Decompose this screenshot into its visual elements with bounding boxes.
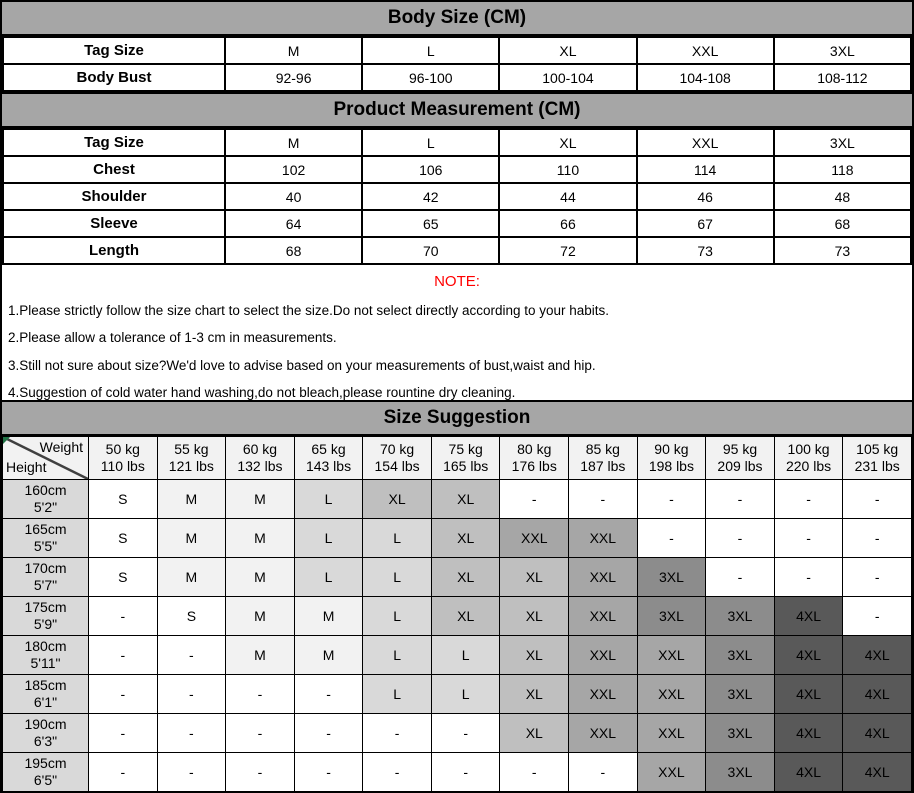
weight-header-cell bbox=[637, 437, 706, 480]
product-measurement-row bbox=[3, 210, 911, 237]
height-label-cell bbox=[3, 519, 89, 558]
weight-header-cell bbox=[843, 437, 912, 480]
size-cell: - bbox=[89, 753, 158, 792]
weight-lbs-label: 132 lbs bbox=[237, 458, 283, 474]
size-cell: M bbox=[226, 480, 295, 519]
product-measurement-value-cell: 44 bbox=[499, 183, 636, 210]
size-cell: XL bbox=[500, 675, 569, 714]
body-size-value-cell: L bbox=[362, 37, 499, 64]
size-cell: - bbox=[226, 675, 295, 714]
product-measurement-value-cell: 106 bbox=[362, 156, 499, 183]
weight-kg-label: 95 kg bbox=[722, 441, 758, 457]
size-cell: - bbox=[500, 753, 569, 792]
size-cell: XL bbox=[500, 597, 569, 636]
size-cell: - bbox=[157, 636, 226, 675]
weight-kg-label: 80 kg bbox=[517, 441, 552, 457]
size-cell: - bbox=[89, 597, 158, 636]
note-title: NOTE: bbox=[434, 273, 480, 290]
weight-kg-label: 65 kg bbox=[311, 441, 346, 457]
size-cell: L bbox=[431, 675, 500, 714]
weight-lbs-label: 187 lbs bbox=[580, 458, 626, 474]
size-cell: - bbox=[294, 714, 363, 753]
size-cell: XL bbox=[431, 597, 500, 636]
size-cell: S bbox=[89, 480, 158, 519]
size-cell: XL bbox=[431, 480, 500, 519]
height-ft-label: 5'5" bbox=[33, 538, 58, 554]
height-cm-label: 165cm bbox=[24, 521, 67, 537]
product-measurement-value-cell: 73 bbox=[774, 237, 911, 264]
size-cell: - bbox=[706, 558, 775, 597]
height-label-cell bbox=[3, 675, 89, 714]
size-cell: - bbox=[294, 675, 363, 714]
product-measurement-row-label: Length bbox=[3, 237, 225, 264]
weight-kg-label: 85 kg bbox=[585, 441, 620, 457]
size-suggestion-table bbox=[2, 436, 912, 792]
weight-kg-label: 60 kg bbox=[242, 441, 278, 457]
product-measurement-value-cell: 42 bbox=[362, 183, 499, 210]
size-cell: - bbox=[569, 753, 638, 792]
weight-header-cell bbox=[363, 437, 432, 480]
size-cell: - bbox=[774, 480, 843, 519]
body-size-table bbox=[2, 36, 912, 92]
weight-header-row bbox=[3, 437, 912, 480]
weight-kg-label: 90 kg bbox=[654, 441, 689, 457]
product-measurement-value-cell: 46 bbox=[637, 183, 774, 210]
note-line: 2.Please allow a tolerance of 1-3 cm in measurements. bbox=[8, 330, 337, 345]
height-label-cell bbox=[3, 597, 89, 636]
weight-lbs-label: 231 lbs bbox=[854, 458, 900, 474]
product-measurement-value-cell: M bbox=[225, 129, 362, 156]
size-cell: L bbox=[363, 558, 432, 597]
size-cell: - bbox=[569, 480, 638, 519]
weight-kg-label: 70 kg bbox=[379, 441, 415, 457]
body-size-row bbox=[3, 64, 911, 91]
height-label-cell bbox=[3, 480, 89, 519]
size-cell: XXL bbox=[569, 597, 638, 636]
weight-lbs-label: 165 lbs bbox=[443, 458, 489, 474]
weight-kg-label: 50 kg bbox=[105, 441, 140, 457]
size-cell: 4XL bbox=[774, 675, 843, 714]
height-label-cell bbox=[3, 753, 89, 792]
size-cell: M bbox=[294, 636, 363, 675]
height-label-cell bbox=[3, 714, 89, 753]
size-cell: L bbox=[294, 558, 363, 597]
size-cell: - bbox=[157, 753, 226, 792]
size-cell: - bbox=[89, 675, 158, 714]
product-measurement-row bbox=[3, 156, 911, 183]
size-cell: L bbox=[363, 597, 432, 636]
size-cell: M bbox=[294, 597, 363, 636]
body-size-value-cell: 92-96 bbox=[225, 64, 362, 91]
size-cell: - bbox=[500, 480, 569, 519]
product-measurement-value-cell: L bbox=[362, 129, 499, 156]
size-cell: M bbox=[157, 519, 226, 558]
size-cell: 3XL bbox=[706, 753, 775, 792]
size-cell: - bbox=[843, 558, 912, 597]
size-cell: - bbox=[431, 714, 500, 753]
size-cell: - bbox=[294, 753, 363, 792]
height-cm-label: 190cm bbox=[24, 716, 67, 732]
weight-lbs-label: 220 lbs bbox=[785, 458, 832, 474]
height-cm-label: 180cm bbox=[24, 638, 67, 654]
body-size-value-cell: M bbox=[225, 37, 362, 64]
size-cell: 3XL bbox=[706, 636, 775, 675]
height-cm-label: 170cm bbox=[24, 560, 67, 576]
size-cell: M bbox=[226, 597, 295, 636]
height-ft-label: 6'3" bbox=[33, 733, 58, 749]
size-cell: XL bbox=[500, 558, 569, 597]
size-cell: 4XL bbox=[774, 636, 843, 675]
weight-kg-label: 75 kg bbox=[448, 441, 483, 457]
size-suggestion-row bbox=[3, 636, 912, 675]
size-cell: XL bbox=[500, 636, 569, 675]
body-size-title: Body Size (CM) bbox=[2, 2, 912, 36]
note-line: 1.Please strictly follow the size chart to select the size.Do not select directly according to your habits. bbox=[8, 302, 610, 318]
size-suggestion-row bbox=[3, 675, 912, 714]
height-ft-label: 6'5" bbox=[33, 772, 58, 788]
size-cell: 3XL bbox=[706, 597, 775, 636]
body-size-row bbox=[3, 37, 911, 64]
size-cell: L bbox=[363, 519, 432, 558]
size-cell: M bbox=[157, 558, 226, 597]
size-cell: M bbox=[226, 636, 295, 675]
size-suggestion-row bbox=[3, 558, 912, 597]
body-size-value-cell: 104-108 bbox=[637, 64, 774, 91]
size-suggestion-row bbox=[3, 519, 912, 558]
product-measurement-value-cell: 67 bbox=[637, 210, 774, 237]
product-measurement-value-cell: 3XL bbox=[774, 129, 911, 156]
product-measurement-row-label: Shoulder bbox=[3, 183, 225, 210]
product-measurement-row bbox=[3, 237, 911, 264]
weight-kg-label: 55 kg bbox=[174, 441, 209, 457]
weight-lbs-label: 176 lbs bbox=[511, 458, 557, 474]
product-measurement-value-cell: 118 bbox=[774, 156, 911, 183]
size-cell: XXL bbox=[637, 675, 706, 714]
size-cell: - bbox=[157, 714, 226, 753]
size-cell: S bbox=[89, 558, 158, 597]
size-cell: M bbox=[226, 519, 295, 558]
size-cell: - bbox=[363, 753, 432, 792]
body-size-value-cell: XXL bbox=[637, 37, 774, 64]
size-cell: - bbox=[843, 519, 912, 558]
size-cell: - bbox=[89, 636, 158, 675]
weight-lbs-label: 154 lbs bbox=[374, 458, 420, 474]
size-cell: L bbox=[294, 519, 363, 558]
weight-header-cell bbox=[89, 437, 158, 480]
size-cell: 4XL bbox=[843, 675, 912, 714]
size-suggestion-row bbox=[3, 753, 912, 792]
weight-height-corner-cell bbox=[3, 437, 89, 480]
corner-height-label: Height bbox=[6, 459, 47, 475]
size-cell: - bbox=[774, 519, 843, 558]
product-measurement-row-label: Tag Size bbox=[3, 129, 225, 156]
size-cell: 4XL bbox=[774, 597, 843, 636]
height-label-cell bbox=[3, 636, 89, 675]
product-measurement-value-cell: 73 bbox=[637, 237, 774, 264]
size-cell: S bbox=[89, 519, 158, 558]
body-size-value-cell: XL bbox=[499, 37, 636, 64]
note-block bbox=[2, 265, 912, 400]
note-line: 4.Suggestion of cold water hand washing,do not bleach,please rountine dry cleaning. bbox=[8, 385, 516, 400]
size-suggestion-row bbox=[3, 597, 912, 636]
height-label-cell bbox=[3, 558, 89, 597]
body-size-value-cell: 108-112 bbox=[774, 64, 911, 91]
body-size-value-cell: 100-104 bbox=[499, 64, 636, 91]
height-ft-label: 5'7" bbox=[33, 577, 58, 593]
weight-header-cell bbox=[226, 437, 295, 480]
weight-header-cell bbox=[157, 437, 226, 480]
weight-kg-label: 105 kg bbox=[856, 441, 899, 457]
size-suggestion-row bbox=[3, 714, 912, 753]
size-cell: 3XL bbox=[637, 597, 706, 636]
weight-lbs-label: 209 lbs bbox=[717, 458, 763, 474]
product-measurement-row-label: Sleeve bbox=[3, 210, 225, 237]
weight-header-cell bbox=[294, 437, 363, 480]
product-measurement-row-label: Chest bbox=[3, 156, 225, 183]
product-measurement-row bbox=[3, 129, 911, 156]
height-cm-label: 185cm bbox=[24, 677, 67, 693]
size-cell: 3XL bbox=[706, 675, 775, 714]
size-suggestion-row bbox=[3, 480, 912, 519]
size-cell: - bbox=[363, 714, 432, 753]
size-cell: XXL bbox=[637, 636, 706, 675]
size-cell: - bbox=[89, 714, 158, 753]
size-cell: - bbox=[843, 480, 912, 519]
size-cell: - bbox=[637, 480, 706, 519]
weight-lbs-label: 198 lbs bbox=[648, 458, 694, 474]
body-size-row-label: Tag Size bbox=[3, 37, 225, 64]
weight-header-cell bbox=[431, 437, 500, 480]
product-measurement-value-cell: 65 bbox=[362, 210, 499, 237]
size-cell: 4XL bbox=[843, 753, 912, 792]
size-cell: XXL bbox=[569, 675, 638, 714]
note-line: 3.Still not sure about size?We'd love to advise based on your measurements of bust,waist and hip. bbox=[8, 357, 596, 373]
product-measurement-title: Product Measurement (CM) bbox=[2, 92, 912, 128]
size-cell: 4XL bbox=[843, 714, 912, 753]
body-size-value-cell: 96-100 bbox=[362, 64, 499, 91]
size-cell: XXL bbox=[569, 636, 638, 675]
product-measurement-row bbox=[3, 183, 911, 210]
product-measurement-value-cell: 64 bbox=[225, 210, 362, 237]
size-cell: M bbox=[226, 558, 295, 597]
height-cm-label: 160cm bbox=[24, 482, 67, 498]
weight-kg-label: 100 kg bbox=[787, 441, 830, 457]
size-cell: - bbox=[637, 519, 706, 558]
product-measurement-value-cell: 68 bbox=[774, 210, 911, 237]
product-measurement-value-cell: XXL bbox=[637, 129, 774, 156]
size-cell: 3XL bbox=[706, 714, 775, 753]
size-cell: XL bbox=[431, 519, 500, 558]
weight-header-cell bbox=[500, 437, 569, 480]
size-cell: XXL bbox=[500, 519, 569, 558]
product-measurement-value-cell: 66 bbox=[499, 210, 636, 237]
product-measurement-value-cell: 114 bbox=[637, 156, 774, 183]
size-cell: XXL bbox=[569, 714, 638, 753]
size-cell: - bbox=[843, 597, 912, 636]
corner-marker-icon bbox=[3, 437, 10, 444]
size-cell: XXL bbox=[569, 558, 638, 597]
product-measurement-table bbox=[2, 128, 912, 265]
weight-header-cell bbox=[774, 437, 843, 480]
weight-lbs-label: 143 lbs bbox=[305, 458, 352, 474]
corner-weight-label: Weight bbox=[39, 439, 83, 455]
weight-header-cell bbox=[706, 437, 775, 480]
body-size-value-cell: 3XL bbox=[774, 37, 911, 64]
size-cell: 3XL bbox=[637, 558, 706, 597]
size-cell: - bbox=[706, 519, 775, 558]
height-ft-label: 5'11" bbox=[30, 655, 61, 671]
size-cell: 4XL bbox=[843, 636, 912, 675]
product-measurement-value-cell: XL bbox=[499, 129, 636, 156]
size-cell: M bbox=[157, 480, 226, 519]
size-cell: L bbox=[431, 636, 500, 675]
size-cell: XXL bbox=[569, 519, 638, 558]
product-measurement-value-cell: 40 bbox=[225, 183, 362, 210]
size-cell: 4XL bbox=[774, 714, 843, 753]
size-cell: 4XL bbox=[774, 753, 843, 792]
size-cell: XL bbox=[363, 480, 432, 519]
size-cell: - bbox=[774, 558, 843, 597]
size-cell: XL bbox=[431, 558, 500, 597]
size-cell: - bbox=[431, 753, 500, 792]
product-measurement-value-cell: 48 bbox=[774, 183, 911, 210]
size-cell: S bbox=[157, 597, 226, 636]
product-measurement-value-cell: 72 bbox=[499, 237, 636, 264]
size-cell: L bbox=[363, 675, 432, 714]
size-cell: XL bbox=[500, 714, 569, 753]
product-measurement-value-cell: 70 bbox=[362, 237, 499, 264]
size-cell: XXL bbox=[637, 753, 706, 792]
body-size-row-label: Body Bust bbox=[3, 64, 225, 91]
weight-lbs-label: 110 lbs bbox=[100, 458, 145, 474]
weight-header-cell bbox=[569, 437, 638, 480]
product-measurement-value-cell: 102 bbox=[225, 156, 362, 183]
size-cell: XXL bbox=[637, 714, 706, 753]
product-measurement-value-cell: 68 bbox=[225, 237, 362, 264]
size-suggestion-title: Size Suggestion bbox=[2, 400, 912, 436]
product-measurement-value-cell: 110 bbox=[499, 156, 636, 183]
size-cell: L bbox=[363, 636, 432, 675]
height-cm-label: 175cm bbox=[24, 599, 67, 615]
height-cm-label: 195cm bbox=[24, 755, 67, 771]
height-ft-label: 6'1" bbox=[33, 694, 58, 710]
weight-lbs-label: 121 lbs bbox=[168, 458, 214, 474]
height-ft-label: 5'9" bbox=[33, 616, 58, 632]
size-cell: - bbox=[706, 480, 775, 519]
height-ft-label: 5'2" bbox=[33, 499, 58, 515]
size-cell: - bbox=[226, 753, 295, 792]
size-cell: - bbox=[226, 714, 295, 753]
size-cell: - bbox=[157, 675, 226, 714]
size-cell: L bbox=[294, 480, 363, 519]
